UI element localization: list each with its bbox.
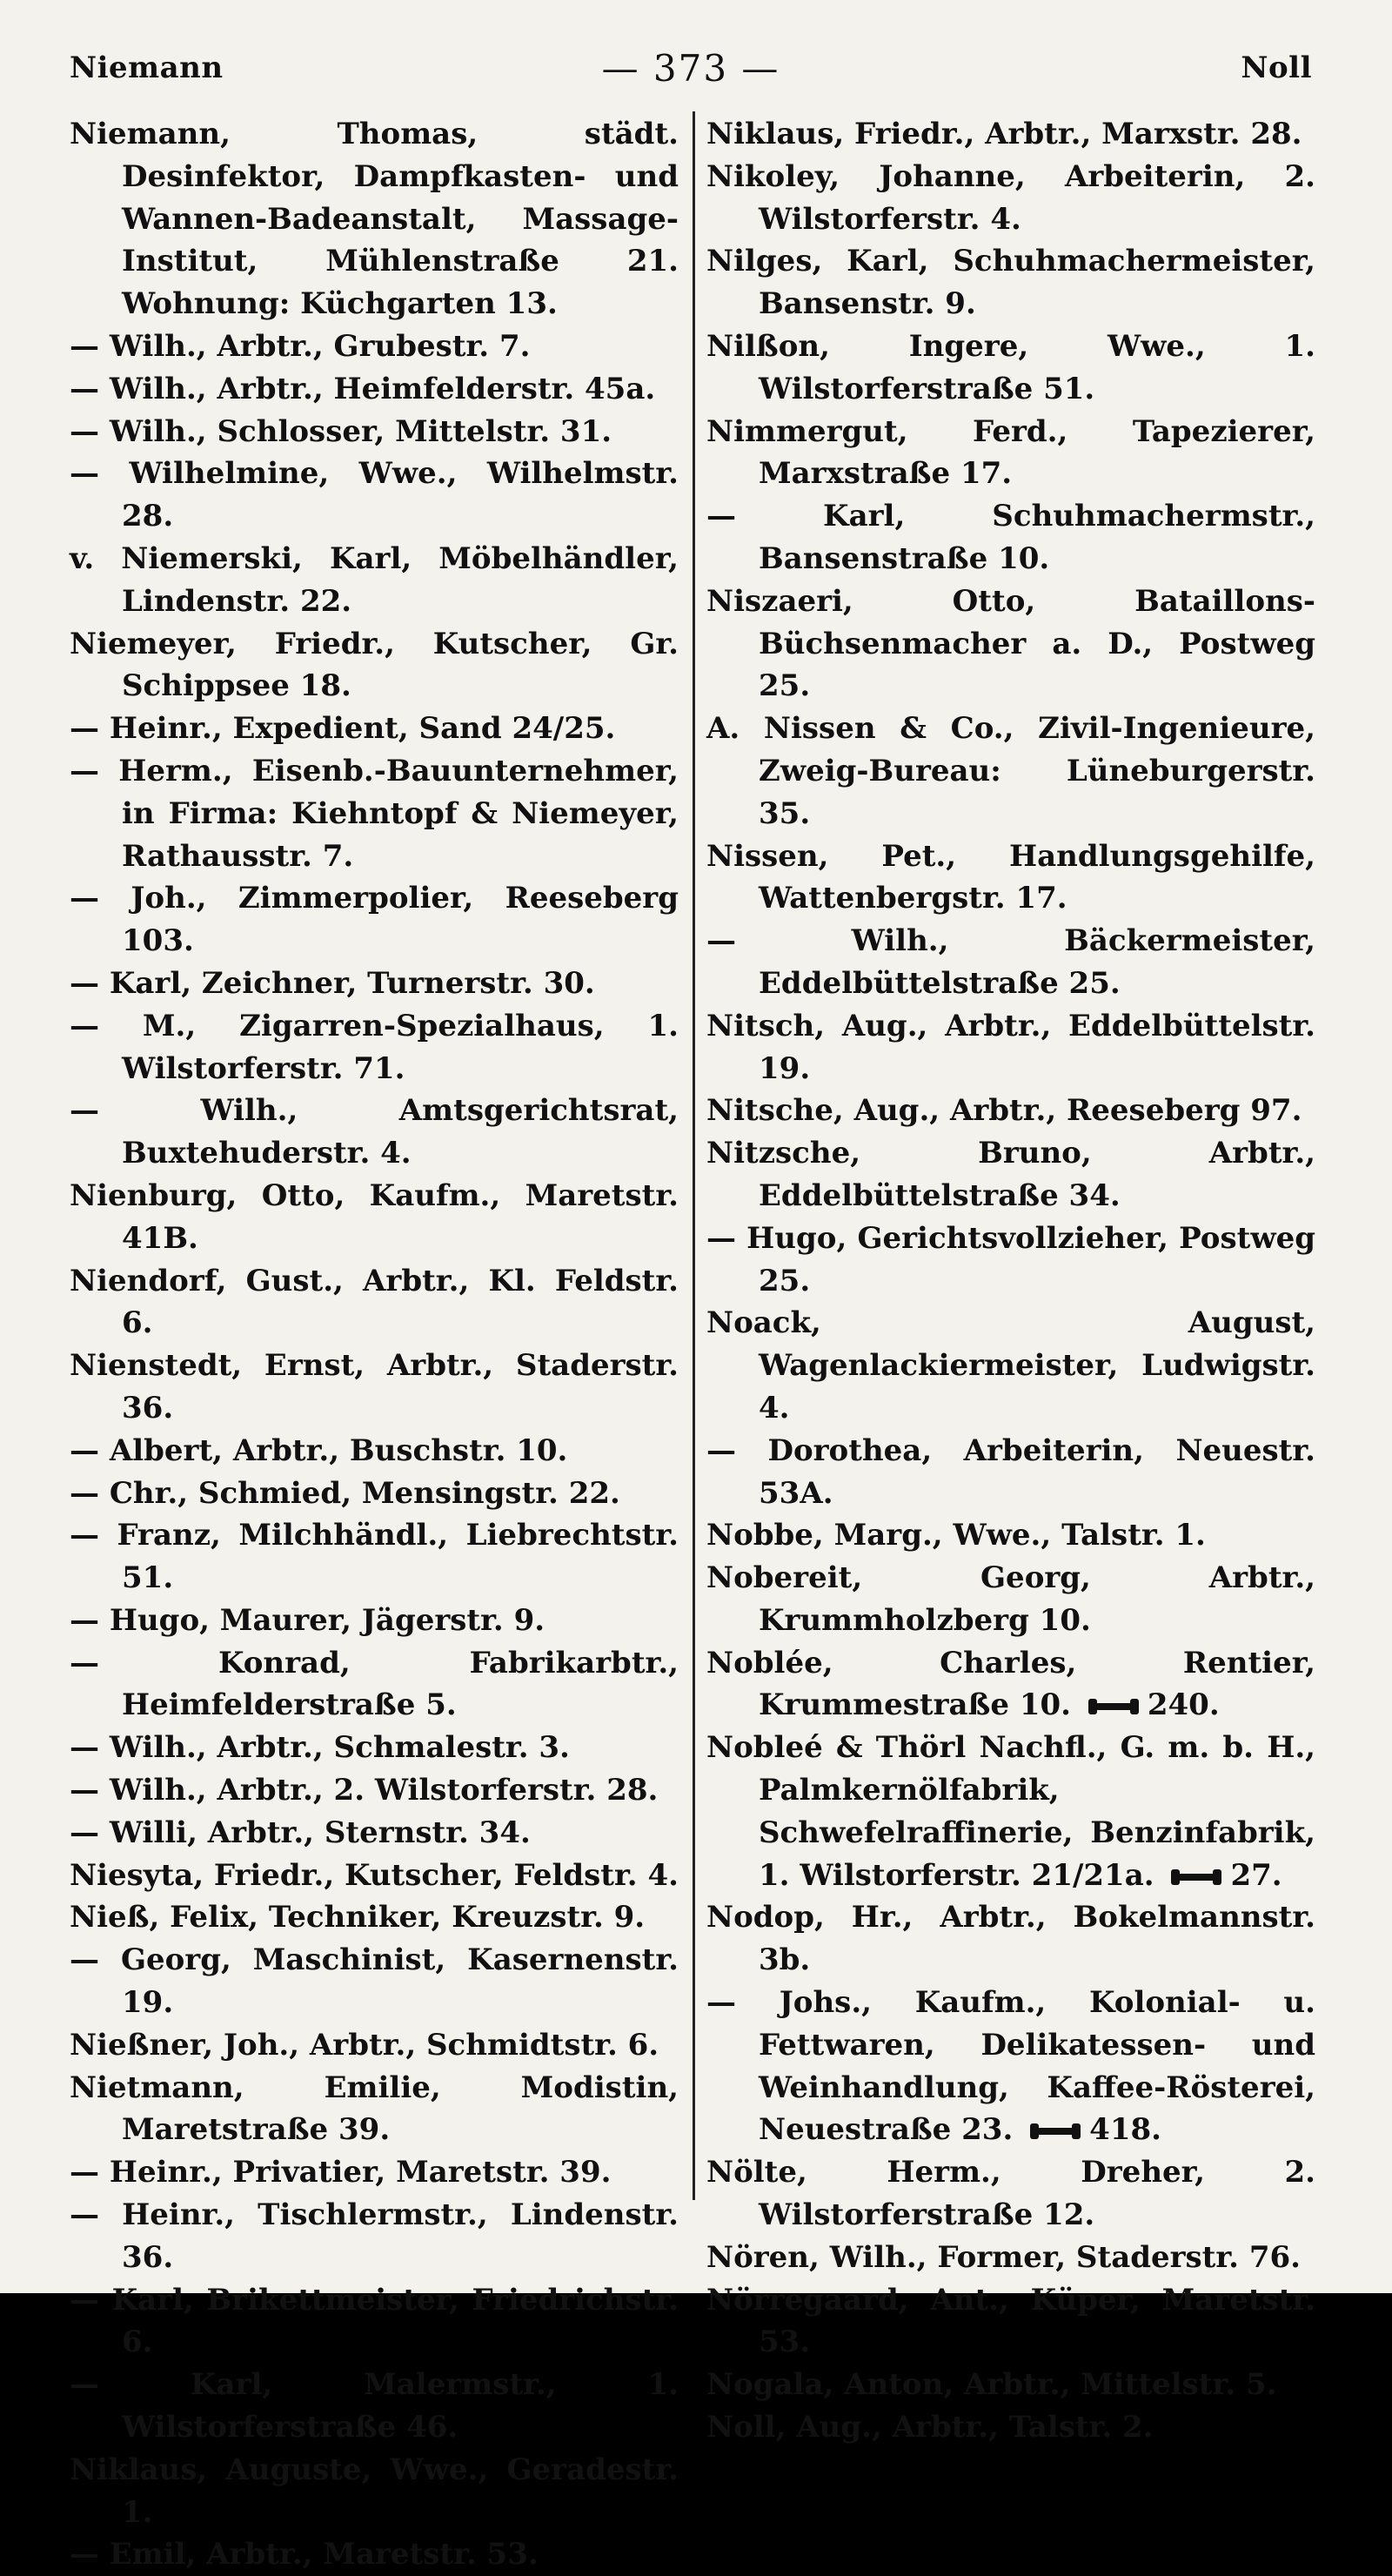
directory-entry — [70, 2067, 679, 2152]
directory-entry — [70, 2279, 679, 2365]
entry-text: Noll, Aug., Arbtr., Talstr. 2. — [706, 2410, 1154, 2445]
entry-text: Nobbe, Marg., Wwe., Talstr. 1. — [706, 1518, 1206, 1553]
phone-number: 418. — [1089, 2112, 1161, 2148]
directory-entry — [706, 2406, 1315, 2449]
telephone-receiver-icon — [1087, 1696, 1142, 1717]
entry-text: — Dorothea, Arbeiterin, Neuestr. 53A. — [706, 1432, 1315, 1511]
entry-text: Noblée, Charles, Rentier, Krummestraße 10. — [706, 1645, 1315, 1723]
entry-text: — Wilh., Arbtr., Schmalestr. 3. — [70, 1730, 570, 1766]
directory-entry — [706, 1302, 1315, 1429]
directory-entry — [70, 2449, 679, 2534]
directory-entry — [70, 963, 679, 1005]
entry-text: Nörregaard, Ant., Küper, Maretstr. 53. — [706, 2282, 1315, 2360]
entry-text: Nören, Wilh., Former, Staderstr. 76. — [706, 2239, 1302, 2275]
entry-text: Niesyta, Friedr., Kutscher, Feldstr. 4. — [70, 1857, 679, 1893]
entry-text: — Hugo, Maurer, Jägerstr. 9. — [70, 1602, 545, 1638]
directory-entry — [706, 580, 1315, 708]
directory-entry — [70, 1090, 679, 1175]
directory-entry — [70, 1472, 679, 1515]
directory-entry — [70, 538, 679, 623]
entry-text: Nilges, Karl, Schuhmachermeister, Bansenstr. 9. — [706, 244, 1315, 322]
directory-entry — [70, 2533, 679, 2576]
directory-entry — [70, 1812, 679, 1855]
directory-entry — [706, 920, 1315, 1005]
left-column — [70, 113, 679, 2576]
entry-text: — Georg, Maschinist, Kasernenstr. 19. — [70, 1942, 679, 2021]
directory-entry — [70, 1600, 679, 1642]
entry-text: — Albert, Arbtr., Buschstr. 10. — [70, 1432, 568, 1468]
directory-entry — [70, 411, 679, 453]
directory-entry — [706, 2279, 1315, 2365]
entry-text: Nienburg, Otto, Kaufm., Maretstr. 41B. — [70, 1177, 679, 1256]
entry-text: — Wilh., Arbtr., Grubestr. 7. — [70, 328, 531, 364]
entry-text: — Herm., Eisenb.-Bauunternehmer, in Firma: Kiehntopf & Niemeyer, Rathausstr. 7. — [70, 753, 679, 874]
entry-text: Niendorf, Gust., Arbtr., Kl. Feldstr. 6. — [70, 1263, 679, 1341]
telephone-receiver-icon — [1028, 2121, 1084, 2142]
directory-entry — [70, 1727, 679, 1769]
entry-text: — Wilh., Arbtr., Heimfelderstr. 45a. — [70, 371, 656, 406]
directory-entry — [706, 1727, 1315, 1896]
directory-entry — [706, 1514, 1315, 1557]
entry-text: — Karl, Schuhmachermstr., Bansenstraße 10. — [706, 499, 1315, 576]
directory-entry — [70, 750, 679, 877]
entry-text: — Karl, Brikettmeister, Friedrichstr. 6. — [70, 2282, 679, 2360]
running-head-right: Noll — [1241, 50, 1312, 85]
directory-entry — [70, 368, 679, 411]
directory-entry — [70, 2151, 679, 2194]
entry-text: — Karl, Malermstr., 1. Wilstorferstraße 46. — [70, 2367, 679, 2445]
entry-text: Nobleé & Thörl Nachfl., G. m. b. H., Palmkernölfabrik, Schwefelraffinerie, Benzinfabrik, 1. Wilstorferstr. 21/21a. — [706, 1730, 1315, 1893]
directory-entry — [706, 1218, 1315, 1303]
phone-number: 27. — [1230, 1857, 1282, 1893]
directory-entry — [706, 1430, 1315, 1515]
directory-entry — [70, 325, 679, 368]
entry-text: Nogala, Anton, Arbtr., Mittelstr. 5. — [706, 2367, 1277, 2403]
directory-entry — [706, 495, 1315, 580]
entry-text: Niemeyer, Friedr., Kutscher, Gr. Schippsee 18. — [70, 626, 679, 704]
page-header — [70, 42, 1312, 94]
directory-entry — [70, 1769, 679, 1812]
directory-entry — [70, 877, 679, 963]
entry-text: Nienstedt, Ernst, Arbtr., Staderstr. 36. — [70, 1348, 679, 1426]
entry-text: Nilßon, Ingere, Wwe., 1. Wilstorferstraße 51. — [706, 328, 1315, 406]
directory-entry — [706, 325, 1315, 411]
entry-text: Nitsche, Aug., Arbtr., Reeseberg 97. — [706, 1093, 1302, 1129]
directory-entry — [706, 411, 1315, 496]
directory-entry — [706, 1982, 1315, 2151]
entry-text: Nobereit, Georg, Arbtr., Krummholzberg 10. — [706, 1560, 1315, 1638]
entry-text: — Heinr., Privatier, Maretstr. 39. — [70, 2155, 612, 2190]
directory-entry — [706, 1642, 1315, 1727]
entry-text: Nimmergut, Ferd., Tapezierer, Marxstraße 17. — [706, 413, 1315, 492]
entry-text: — M., Zigarren-Spezialhaus, 1. Wilstorferstr. 71. — [70, 1008, 679, 1086]
directory-entry — [706, 1132, 1315, 1218]
entry-text: Nitzsche, Bruno, Arbtr., Eddelbüttelstraße 34. — [706, 1136, 1315, 1213]
entry-text: — Joh., Zimmerpolier, Reeseberg 103. — [70, 881, 679, 959]
entry-text: — Willi, Arbtr., Sternstr. 34. — [70, 1815, 531, 1850]
directory-entry — [706, 708, 1315, 835]
entry-text: Nieß, Felix, Techniker, Kreuzstr. 9. — [70, 1900, 646, 1935]
directory-entry — [706, 2151, 1315, 2237]
entry-text: Noack, August, Wagenlackiermeister, Ludwigstr. 4. — [706, 1305, 1315, 1426]
directory-entry — [70, 1430, 679, 1472]
directory-entry — [706, 240, 1315, 325]
entry-text: — Franz, Milchhändl., Liebrechtstr. 51. — [70, 1518, 679, 1596]
entry-text: Niemann, Thomas, städt. Desinfektor, Dampfkasten- und Wannen-Badeanstalt, Massage-Institut, Mühlenstraße 21. Wohnung: Küchgarten 13. — [70, 117, 679, 322]
entry-text: — Wilh., Arbtr., 2. Wilstorferstr. 28. — [70, 1773, 659, 1808]
entry-text: Nodop, Hr., Arbtr., Bokelmannstr. 3b. — [706, 1900, 1315, 1978]
entry-text: — Heinr., Tischlermstr., Lindenstr. 36. — [70, 2197, 679, 2275]
entry-text: Nölte, Herm., Dreher, 2. Wilstorferstraße 12. — [706, 2155, 1315, 2233]
page-number: — 373 — — [601, 46, 780, 90]
entry-text: — Heinr., Expedient, Sand 24/25. — [70, 711, 616, 747]
entry-text: Nietmann, Emilie, Modistin, Maretstraße 39. — [70, 2070, 679, 2148]
directory-entry — [70, 2194, 679, 2279]
entry-text: — Chr., Schmied, Mensingstr. 22. — [70, 1475, 620, 1511]
entry-text: Nießner, Joh., Arbtr., Schmidtstr. 6. — [70, 2027, 659, 2063]
telephone-receiver-icon — [1169, 1867, 1225, 1888]
directory-entry — [70, 708, 679, 750]
entry-text: — Karl, Zeichner, Turnerstr. 30. — [70, 965, 595, 1001]
entry-text: A. Nissen & Co., Zivil-Ingenieure, Zweig-Bureau: Lüneburgerstr. 35. — [706, 711, 1315, 831]
entry-text: — Wilh., Schlosser, Mittelstr. 31. — [70, 413, 612, 449]
entry-text: — Emil, Arbtr., Maretstr. 53. — [70, 2537, 539, 2573]
directory-entry — [70, 1896, 679, 1939]
entry-text: Niklaus, Auguste, Wwe., Geradestr. 1. — [70, 2452, 679, 2530]
entry-text: Nissen, Pet., Handlungsgehilfe, Wattenbergstr. 17. — [706, 838, 1315, 916]
directory-entry — [706, 113, 1315, 156]
directory-entry — [706, 1557, 1315, 1642]
running-head-left: Niemann — [70, 50, 224, 85]
directory-entry — [70, 1939, 679, 2024]
directory-entry — [706, 2237, 1315, 2279]
entry-text: v. Niemerski, Karl, Möbelhändler, Lindenstr. 22. — [70, 540, 679, 619]
entry-text: — Johs., Kaufm., Kolonial- u. Fettwaren, Delikatessen- und Weinhandlung, Kaffee-Rösterei, Neuestraße 23. — [706, 1985, 1315, 2148]
directory-entry — [70, 1175, 679, 1260]
directory-entry — [706, 2364, 1315, 2406]
entry-text: — Wilh., Amtsgerichtsrat, Buxtehuderstr. 4. — [70, 1093, 679, 1171]
directory-entry — [706, 835, 1315, 921]
directory-entry — [70, 1514, 679, 1600]
entry-text: — Wilhelmine, Wwe., Wilhelmstr. 28. — [70, 456, 679, 534]
directory-entry — [706, 156, 1315, 241]
entry-text: Nitsch, Aug., Arbtr., Eddelbüttelstr. 19. — [706, 1008, 1315, 1086]
directory-entry — [706, 1896, 1315, 1982]
entry-text: — Hugo, Gerichtsvollzieher, Postweg 25. — [706, 1220, 1315, 1298]
entry-text: Niszaeri, Otto, Bataillons-Büchsenmacher a. D., Postweg 25. — [706, 583, 1315, 704]
phone-number: 240. — [1147, 1687, 1220, 1723]
directory-entry — [70, 1642, 679, 1727]
entry-text: — Wilh., Bäckermeister, Eddelbüttelstraße 25. — [706, 923, 1315, 1001]
entry-text: — Konrad, Fabrikarbtr., Heimfelderstraße 5. — [70, 1645, 679, 1723]
entry-text: Nikoley, Johanne, Arbeiterin, 2. Wilstorferstr. 4. — [706, 158, 1315, 237]
directory-entry — [70, 2364, 679, 2449]
directory-entry — [70, 453, 679, 538]
directory-entry — [706, 1090, 1315, 1132]
column-divider — [693, 111, 695, 2200]
directory-entry — [70, 1855, 679, 1897]
directory-entry — [706, 1005, 1315, 1090]
directory-entry — [70, 1260, 679, 1345]
entry-text: Niklaus, Friedr., Arbtr., Marxstr. 28. — [706, 117, 1302, 151]
directory-entry — [70, 1345, 679, 1430]
directory-entry — [70, 113, 679, 325]
directory-entry — [70, 623, 679, 708]
directory-entry — [70, 2024, 679, 2067]
right-column — [706, 113, 1315, 2449]
directory-entry — [70, 1005, 679, 1090]
